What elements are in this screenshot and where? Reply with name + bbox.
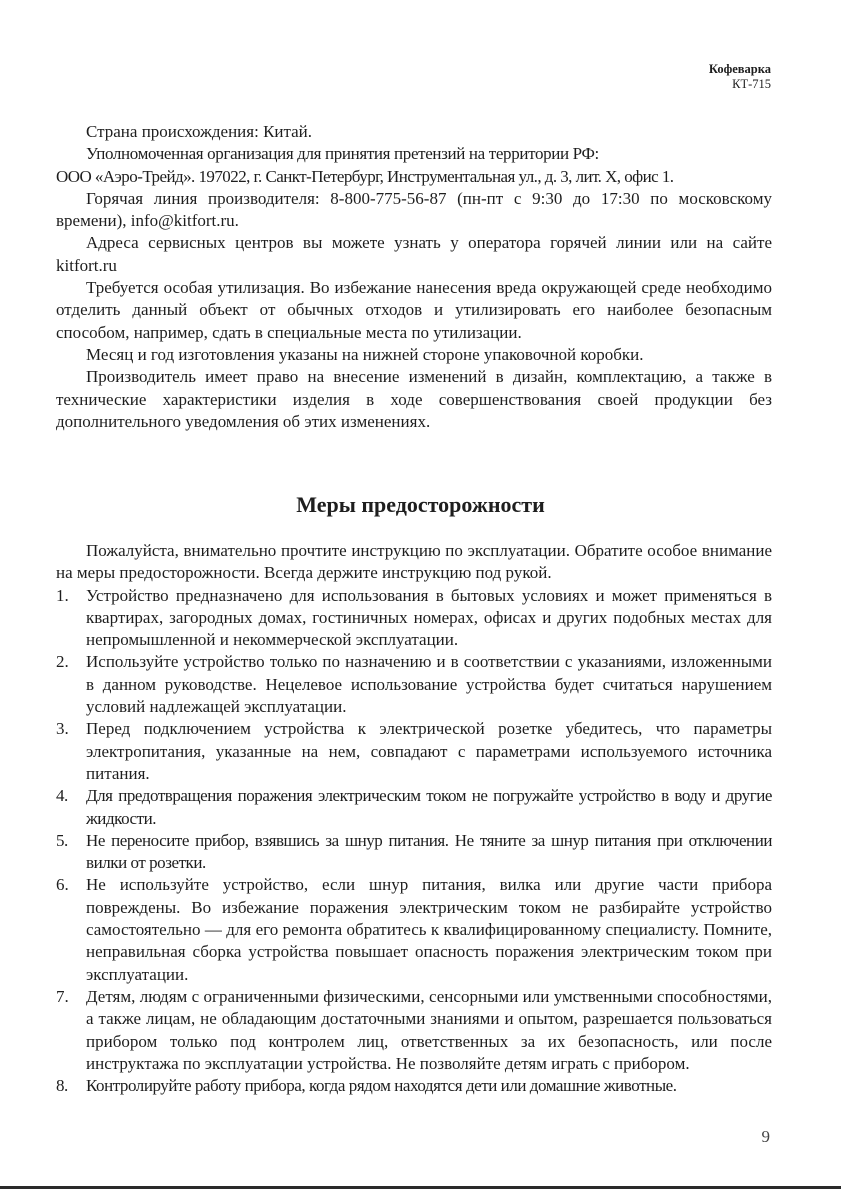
paragraph-origin: Страна происхождения: Китай. bbox=[86, 122, 313, 141]
running-header bbox=[709, 62, 771, 92]
list-item-text: Не переносите прибор, взявшись за шнур питания. Не тяните за шнур питания при отключении вилки от розетки. bbox=[86, 830, 772, 873]
list-item-text: Контролируйте работу прибора, когда рядом находятся дети или домашние животные. bbox=[86, 1076, 677, 1096]
list-item-number: 2. bbox=[56, 652, 69, 672]
precautions-section bbox=[56, 540, 772, 1097]
list-item-number: 4. bbox=[56, 786, 68, 806]
list-item bbox=[56, 585, 772, 652]
paragraph-authorized-org: Уполномоченная организация для принятия претензий на территории РФ: bbox=[86, 144, 599, 164]
info-section bbox=[56, 121, 772, 433]
paragraph-manufacture-date: Месяц и год изготовления указаны на нижней стороне упаковочной коробки. bbox=[86, 344, 644, 364]
list-item-text: Детям, людям с ограниченными физическими, сенсорными или умственными способностями, а также лицам, не обладающим достаточными знаниями и опытом, разрешается пользоваться прибором только под контролем лиц, ответственных за их безопасность, или после инструктажа по эксплуатации устройства. Не позволяйте детям играть с прибором. bbox=[86, 986, 772, 1073]
list-item bbox=[56, 986, 772, 1075]
paragraph-service-centers: Адреса сервисных центров вы можете узнать у оператора горячей линии или на сайте kitfort.ru bbox=[56, 233, 772, 275]
list-item bbox=[56, 830, 772, 875]
section-title: Меры предосторожности bbox=[296, 492, 545, 517]
page-number: 9 bbox=[761, 1127, 770, 1146]
list-item-number: 6. bbox=[56, 875, 69, 895]
list-item bbox=[56, 785, 772, 830]
list-item-number: 5. bbox=[56, 830, 68, 850]
list-item-number: 1. bbox=[56, 585, 69, 605]
list-item-number: 7. bbox=[56, 986, 69, 1006]
list-item-number: 8. bbox=[56, 1076, 68, 1096]
list-item bbox=[56, 874, 772, 985]
list-item-number: 3. bbox=[56, 719, 69, 739]
list-item bbox=[56, 718, 772, 785]
list-item bbox=[56, 1075, 772, 1097]
list-item bbox=[56, 651, 772, 718]
list-item-text: Для предотвращения поражения электрическим током не погружайте устройство в воду и другие жидкости. bbox=[86, 786, 772, 828]
precautions-list bbox=[56, 585, 772, 1098]
header-product: Кофеварка bbox=[708, 62, 771, 76]
list-item-text: Не используйте устройство, если шнур питания, вилка или другие части прибора повреждены. Во избежание поражения электрическим током не разбирайте устройство самостоятельно — для его ремонта обратитесь к квалифицированному специалисту. Помните, неправильная сборка устройства повышает опасность поражения электрическим током при эксплуатации. bbox=[86, 875, 772, 984]
list-item-text: Устройство предназначено для использования в бытовых условиях и может применяться в квартирах, загородных домах, гостиничных номерах, офисах и других подобных местах для непромышленной и некоммерческой эксплуатации. bbox=[86, 585, 772, 650]
paragraph-changes: Производитель имеет право на внесение изменений в дизайн, комплектацию, а также в технические характеристики изделия в ходе совершенствования своей продукции без дополнительного уведомления об этих изменениях. bbox=[56, 367, 772, 431]
paragraph-hotline: Горячая линия производителя: 8-800-775-56-87 (пн-пт с 9:30 до 17:30 по московскому времени), info@kitfort.ru. bbox=[56, 188, 772, 231]
paragraph-disposal: Требуется особая утилизация. Во избежание нанесения вреда окружающей среде необходимо отделить данный объект от обычных отходов и утилизировать его наиболее безопасным способом, например, сдать в специальные места по утилизации. bbox=[56, 278, 772, 342]
list-item-text: Используйте устройство только по назначению и в соответствии с указаниями, изложенными в данном руководстве. Нецелевое использование устройства будет считаться нарушением условий надлежащей эксплуатации. bbox=[86, 652, 772, 717]
paragraph-org-address: ООО «Аэро-Трейд». 197022, г. Санкт-Петербург, Инструментальная ул., д. 3, лит. Х, офис 1. bbox=[56, 166, 674, 186]
list-item-text: Перед подключением устройства к электрической розетке убедитесь, что параметры электропитания, указанные на нем, совпадают с параметрами используемого источника питания. bbox=[86, 719, 772, 783]
precautions-intro: Пожалуйста, внимательно прочтите инструкцию по эксплуатации. Обратите особое внимание на меры предосторожности. Всегда держите инструкцию под рукой. bbox=[56, 541, 772, 583]
header-model: КТ-715 bbox=[732, 77, 771, 91]
